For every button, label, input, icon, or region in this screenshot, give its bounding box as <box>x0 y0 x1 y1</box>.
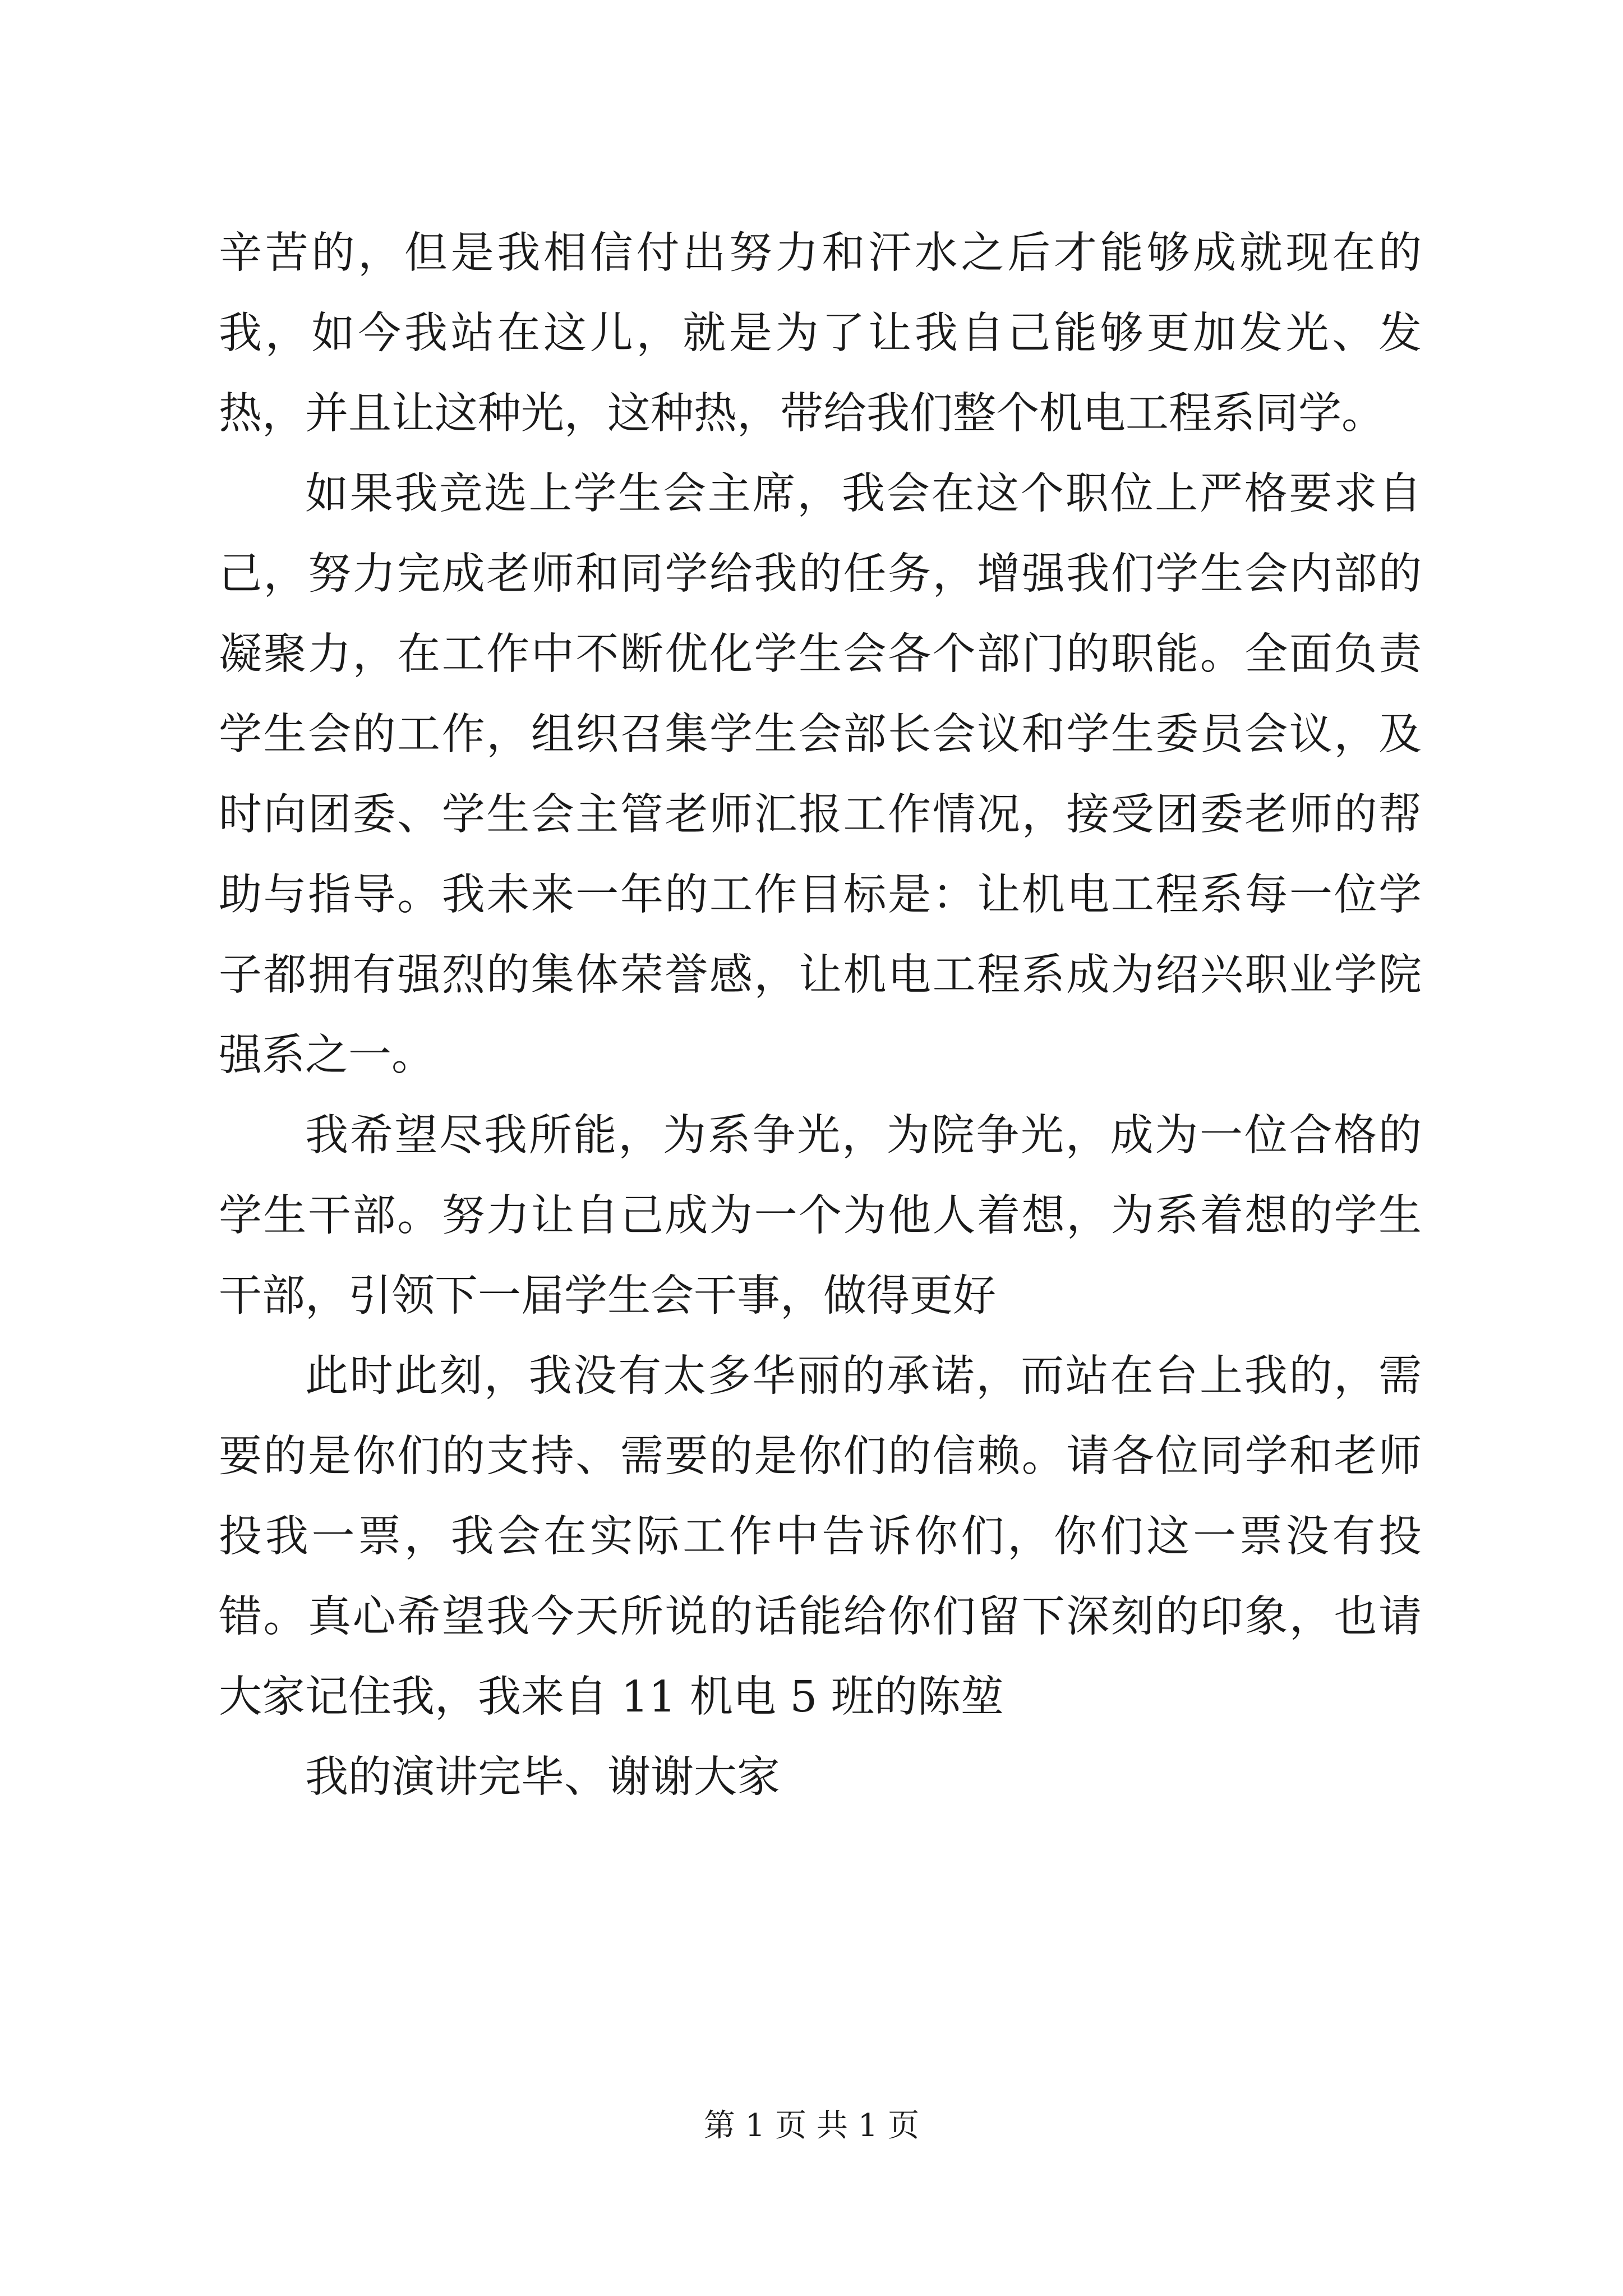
page-footer: 第 1 页 共 1 页 <box>703 2108 920 2144</box>
document-body <box>219 213 1422 1818</box>
paragraph-hope: 我希望尽我所能，为系争光，为院争光，成为一位合格的学生干部。努力让自己成为一个为他人着想，为系着想的学生干部，引领下一届学生会干事，做得更好 <box>219 1111 1422 1321</box>
paragraph-goals: 如果我竞选上学生会主席，我会在这个职位上严格要求自己，努力完成老师和同学给我的任务，增强我们学生会内部的凝聚力，在工作中不断优化学生会各个部门的职能。全面负责学生会的工作，组织召集学生会部长会议和学生委员会议，及时向团委、学生会主管老师汇报工作情况，接受团委老师的帮助与指导。我未来一年的工作目标是：让机电工程系每一位学子都拥有强烈的集体荣誉感，让机电工程系成为绍兴职业学院强系之一。 <box>219 469 1422 1080</box>
paragraph-appeal: 此时此刻，我没有太多华丽的承诺，而站在台上我的，需要的是你们的支持、需要的是你们的信赖。请各位同学和老师投我一票，我会在实际工作中告诉你们，你们这一票没有投错。真心希望我今天所说的话能给你们留下深刻的印象，也请大家记住我，我来自 11 机电 5 班的陈堃 <box>219 1351 1422 1722</box>
paragraph-closing: 我的演讲完毕、谢谢大家 <box>305 1752 780 1802</box>
paragraph-continuation: 辛苦的，但是我相信付出努力和汗水之后才能够成就现在的我，如今我站在这儿，就是为了让我自己能够更加发光、发热，并且让这种光，这种热，带给我们整个机电工程系同学。 <box>219 228 1422 439</box>
